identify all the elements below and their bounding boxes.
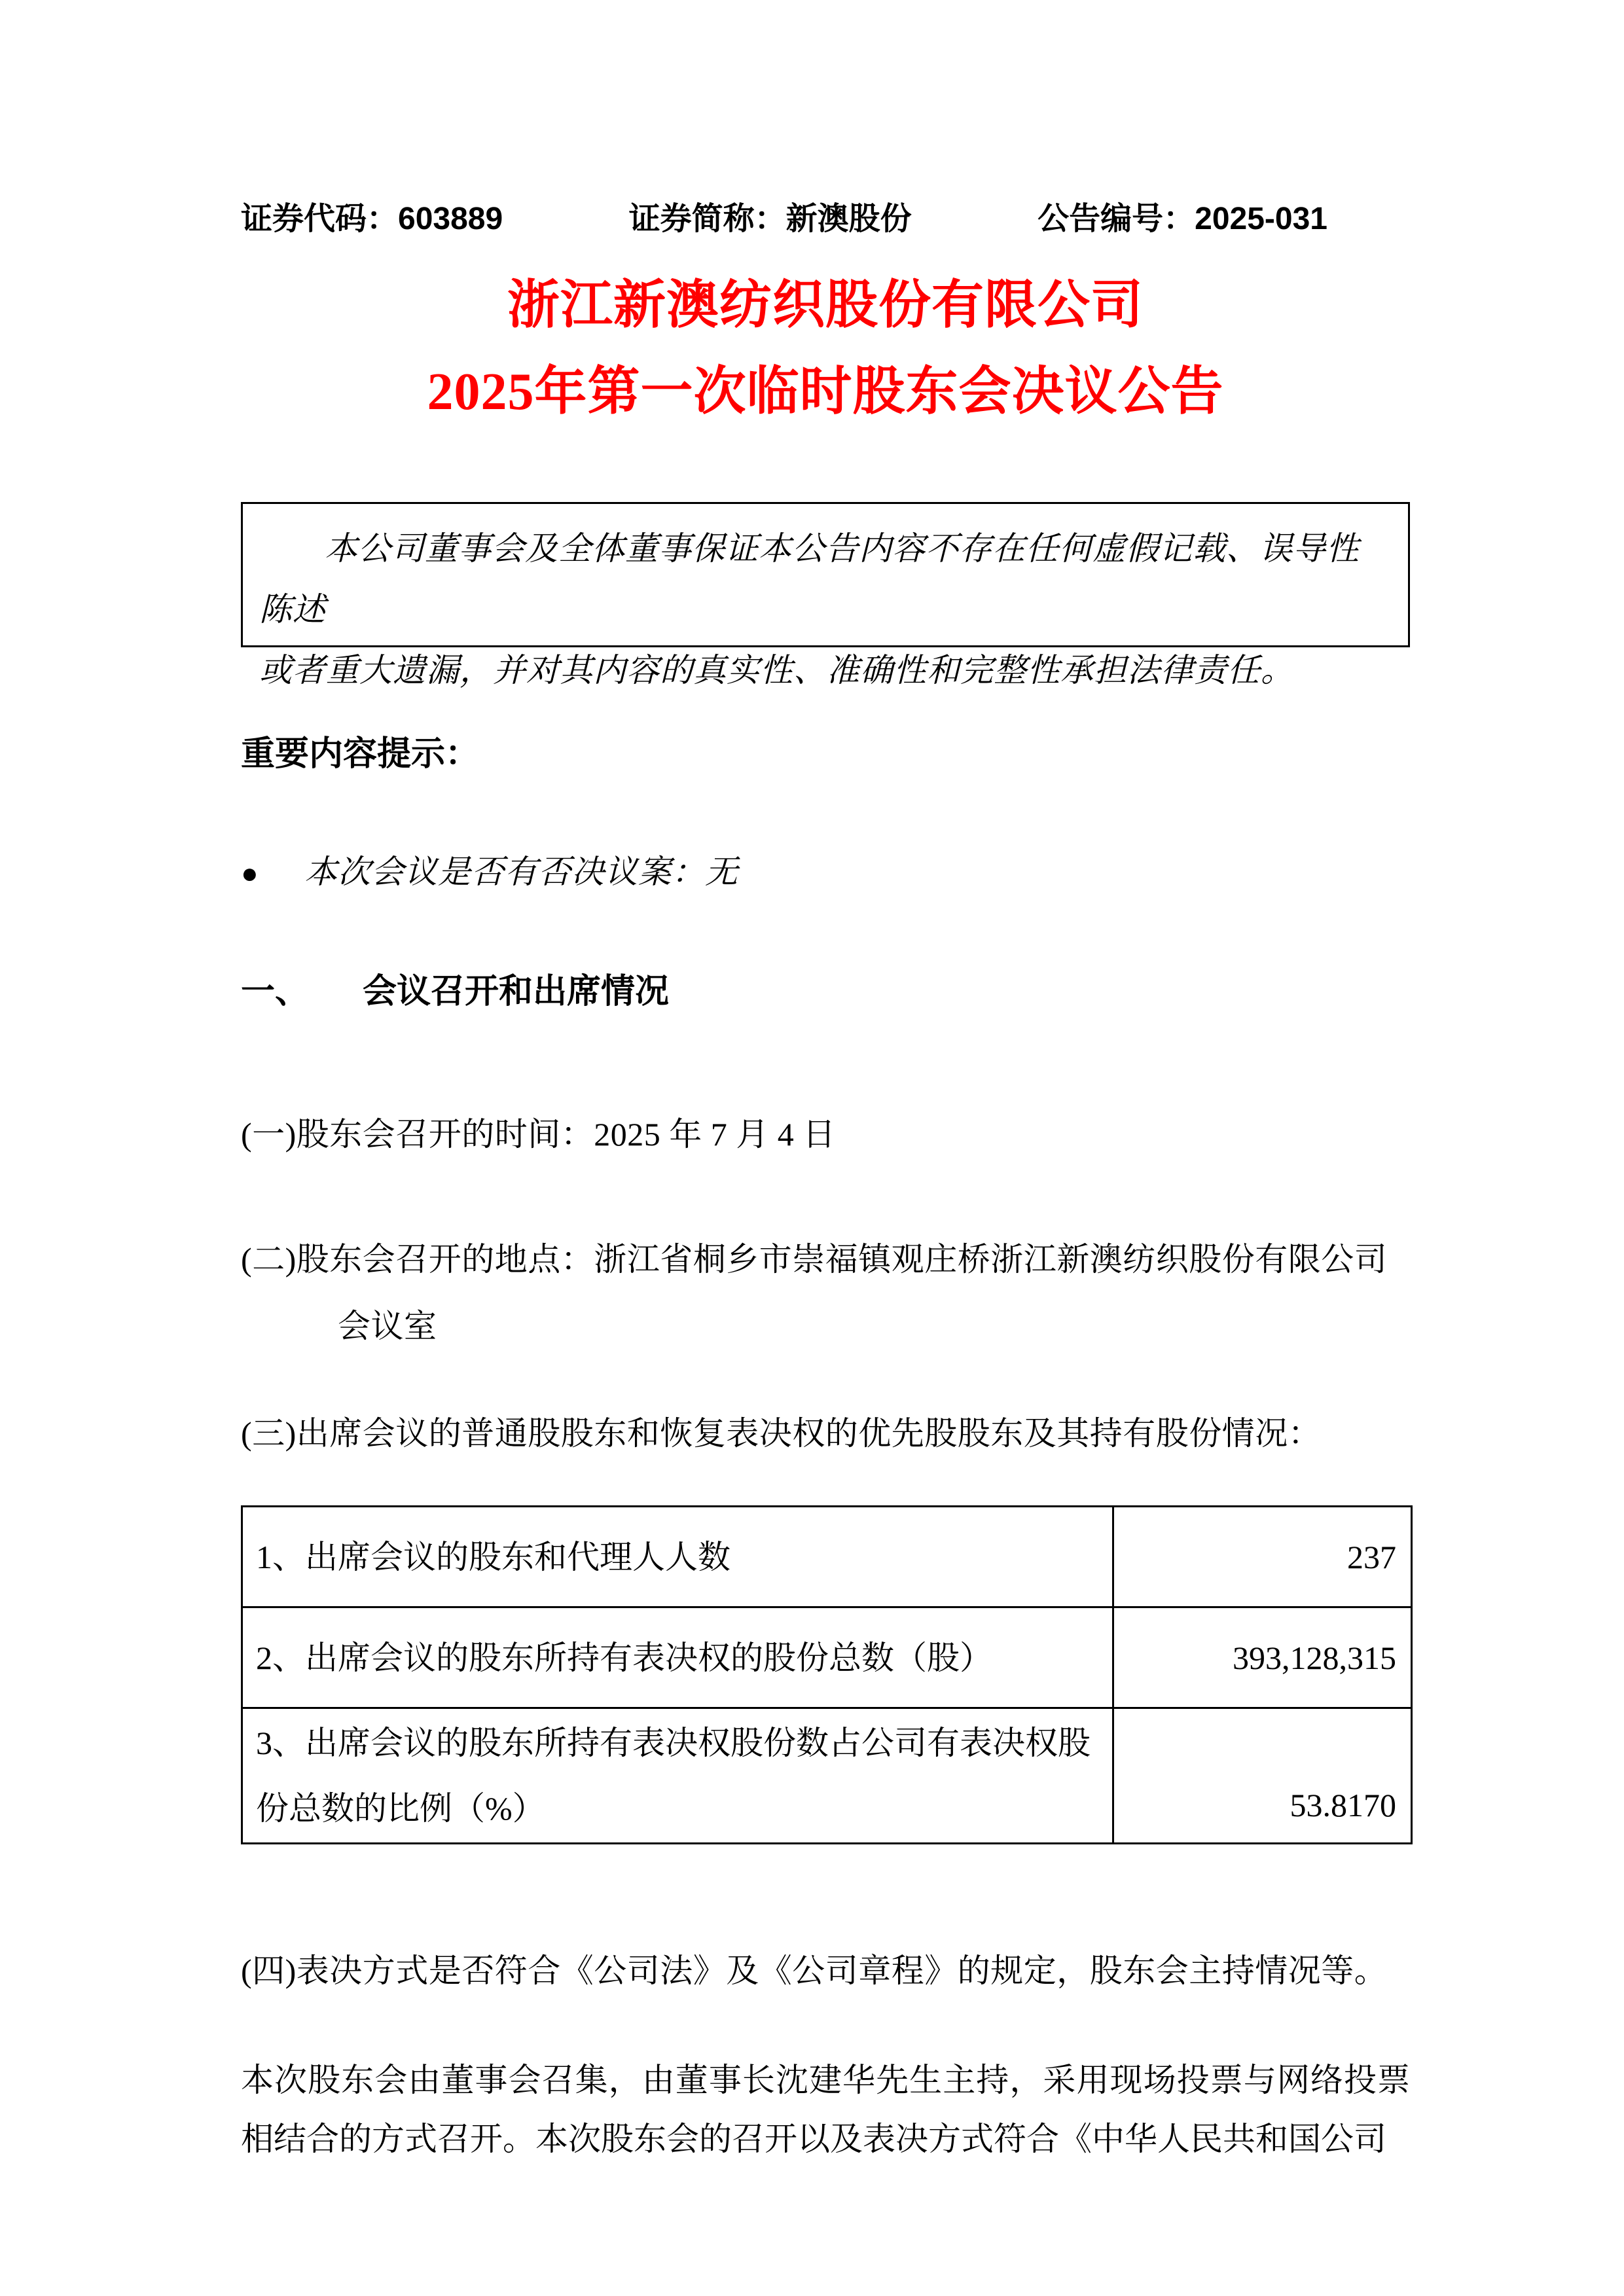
meeting-convening-paragraph: 本次股东会由董事会召集，由董事长沈建华先生主持，采用现场投票与网络投票相结合的方式召开。本次股东会的召开以及表决方式符合《中华人民共和国公司 [241,2062,1410,2157]
important-notice-heading: 重要内容提示： [241,735,480,773]
securities-header [241,0,1327,239]
announcement-title: 2025年第一次临时股东会决议公告 [427,363,1224,421]
meeting-place-line-2: 会议室 [338,1308,437,1344]
voting-shares-value: 393,128,315 [1113,1607,1412,1708]
stock-code: 证券代码：603889 [241,202,503,236]
disclaimer-line-2: 或者重大遗漏，并对其内容的真实性、准确性和完整性承担法律责任。 [259,652,1294,689]
company-title: 浙江新澳纺织股份有限公司 [507,277,1144,334]
disclaimer-box [241,502,1410,689]
table-row [242,1507,1412,1607]
voting-ratio-value: 53.8170 [1113,1708,1412,1844]
attendance-intro-item: (三)出席会议的普通股股东和恢复表决权的优先股股东及其持有股份情况： [241,1415,1322,1452]
section-one-title: 会议召开和出席情况 [363,973,670,1011]
meeting-time-item: (一)股东会召开的时间：2025 年 7 月 4 日 [241,1116,836,1153]
notice-bullet-text: 本次会议是否有否决议案：无 [304,853,738,890]
disclaimer-line-1: 本公司董事会及全体董事保证本公告内容不存在任何虚假记载、误导性陈述 [259,530,1360,628]
notice-bullet-item [241,849,1410,897]
voting-shares-label: 2、出席会议的股东所持有表决权的股份总数（股） [242,1607,1113,1708]
meeting-place-line-1: (二)股东会召开的地点：浙江省桐乡市崇福镇观庄桥浙江新澳纺织股份有限公司 [241,1241,1388,1278]
attendance-table [241,1505,1413,1844]
voting-ratio-label: 3、出席会议的股东所持有表决权股份数占公司有表决权股份总数的比例（%） [242,1708,1113,1844]
attendee-count-value: 237 [1113,1507,1412,1607]
bullet-icon: ● [241,857,259,889]
section-one-heading [241,969,1410,1014]
table-row [242,1607,1412,1708]
section-one-number: 一、 [241,973,310,1011]
voting-method-item: (四)表决方式是否符合《公司法》及《公司章程》的规定，股东会主持情况等。 [241,1952,1388,1989]
stock-abbr: 证券简称：新澳股份 [628,202,912,236]
table-row [242,1708,1412,1844]
attendee-count-label: 1、出席会议的股东和代理人人数 [242,1507,1113,1607]
announcement-number: 公告编号：2025-031 [1038,202,1327,236]
meeting-place-item [241,1226,1410,1359]
